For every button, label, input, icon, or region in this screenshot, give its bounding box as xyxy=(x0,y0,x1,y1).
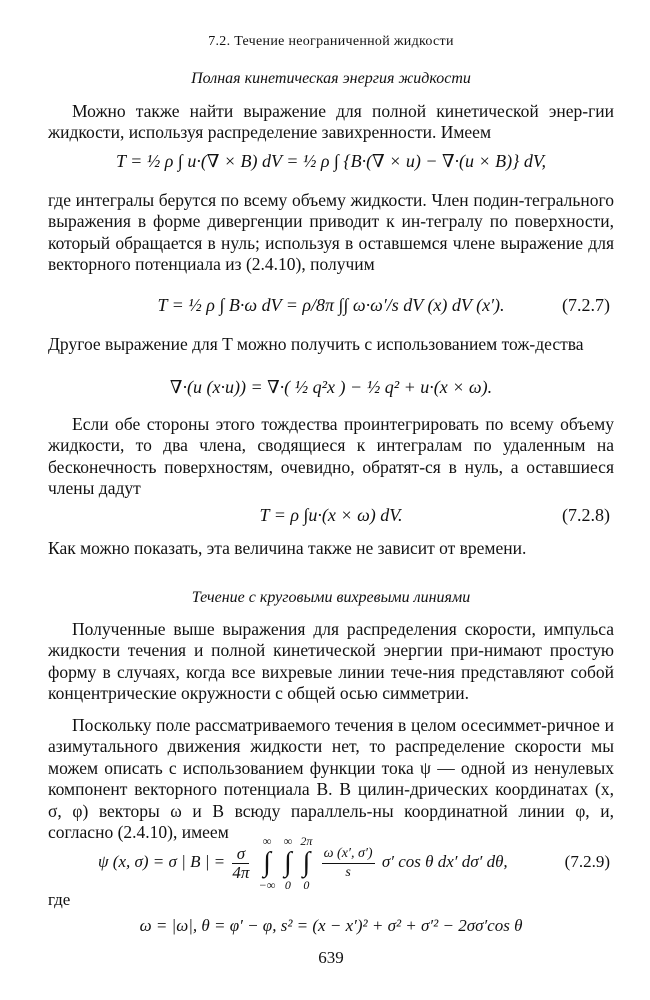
paragraph-identity: Другое выражение для T можно получить с использованием тож-дества xyxy=(48,334,584,354)
section-title-kinetic-energy: Полная кинетическая энергия жидкости xyxy=(191,70,471,87)
upper-limit: ∞ xyxy=(262,834,272,849)
lower-limit: 0 xyxy=(284,878,291,893)
integrand-fraction xyxy=(322,845,375,882)
lower-limit: 0 xyxy=(303,878,310,893)
integral-sign: ∫ xyxy=(263,847,271,879)
equation-number: (7.2.7) xyxy=(562,295,610,315)
book-page xyxy=(48,0,614,1000)
paragraph-time-independent: Как можно показать, эта величина также не зависит от времени. xyxy=(48,538,527,558)
equation-formula: T = ½ ρ ∫ u·(∇ × B) dV = ½ ρ ∫ {B·(∇ × u) − ∇·(u × B)} dV, xyxy=(115,151,547,171)
coefficient-fraction xyxy=(232,845,249,882)
equation-formula: T = ½ ρ ∫ B·ω dV = ρ/8π ∫∫ ω·ω′/s dV (x) dV (x′). xyxy=(157,295,505,315)
equation-definitions: ω = |ω|, θ = φ′ − φ, s² = (x − x′)² + σ² + σ′² − 2σσ′cos θ xyxy=(139,916,523,935)
integral-sign: ∫ xyxy=(284,847,292,879)
paragraph-axisymmetric: Поскольку поле рассматриваемого течения в целом осесиммет-ричное и азимутального движения жидкости нет, то распределение скорости мы можем описать с использованием функции тока ψ — одной из ненулевых компонент векторного потенциала B. В цилин-дрических координатах (x, σ, φ) векторы ω и B всюду параллель-ны координатной линии φ, и, согласно (2.4.10), имеем xyxy=(48,715,614,843)
equation-formula: T = ρ ∫u·(x × ω) dV. xyxy=(259,505,403,525)
integral-3 xyxy=(300,834,312,892)
equation-7-2-7 xyxy=(48,290,614,320)
where-label: где xyxy=(48,890,71,909)
coefficient-numerator: σ xyxy=(232,845,249,864)
paragraph-integrate: Если обе стороны этого тождества проинтегрировать по всему объему жидкости, то два члена, сводящиеся к интегралам по удаленным на бесконечность поверхностям, очевидно, обратят-ся в нуль, а оставшиеся члены дадут xyxy=(48,414,614,499)
upper-limit: ∞ xyxy=(283,834,293,849)
equation-number-7-2-9: (7.2.9) xyxy=(564,852,610,871)
psi-lhs: ψ (x, σ) = σ | B | = xyxy=(98,852,226,871)
paragraph-integrals: где интегралы берутся по всему объему жидкости. Член подин-тегрального выражения в форме дивергенции приводит к ин-тегралу по поверхности, который обращается в нуль; используя в оставшемся члене выражение для векторного потенциала из (2.4.10), получим xyxy=(48,190,614,275)
upper-limit: 2π xyxy=(300,834,313,849)
coefficient-denominator: 4π xyxy=(232,862,250,882)
paragraph-intro: Можно также найти выражение для полной кинетической энер-гии жидкости, используя распределение завихренности. Имеем xyxy=(48,101,614,143)
page-number: 639 xyxy=(318,948,344,967)
integral-1 xyxy=(259,834,276,892)
lower-limit: −∞ xyxy=(258,878,276,893)
equation-7-2-9 xyxy=(98,832,568,892)
integrand-denominator: s xyxy=(345,864,351,880)
paragraph-circular-flow: Полученные выше выражения для распределения скорости, импульса жидкости течения и полной кинетической энергии при-нимают простую форму в случаях, когда все вихревые линии тече-ния представляют собой концентрические окружности с общей осью симметрии. xyxy=(48,619,614,704)
integrand-numerator: ω (x′, σ′) xyxy=(322,845,375,864)
integral-2 xyxy=(284,834,293,892)
integral-sign: ∫ xyxy=(302,847,311,879)
equation-number: (7.2.8) xyxy=(562,505,610,525)
equation-kinetic-energy xyxy=(48,146,614,176)
running-header: 7.2. Течение неограниченной жидкости xyxy=(208,34,454,49)
equation-7-2-8 xyxy=(48,500,614,530)
section-title-circular-vortex: Течение с круговыми вихревыми линиями xyxy=(191,589,471,606)
equation-formula: ∇·(u (x·u)) = ∇·( ½ q²x ) − ½ q² + u·(x × ω). xyxy=(169,377,493,397)
psi-rest: σ′ cos θ dx′ dσ′ dθ, xyxy=(381,852,508,871)
equation-identity xyxy=(48,372,614,402)
